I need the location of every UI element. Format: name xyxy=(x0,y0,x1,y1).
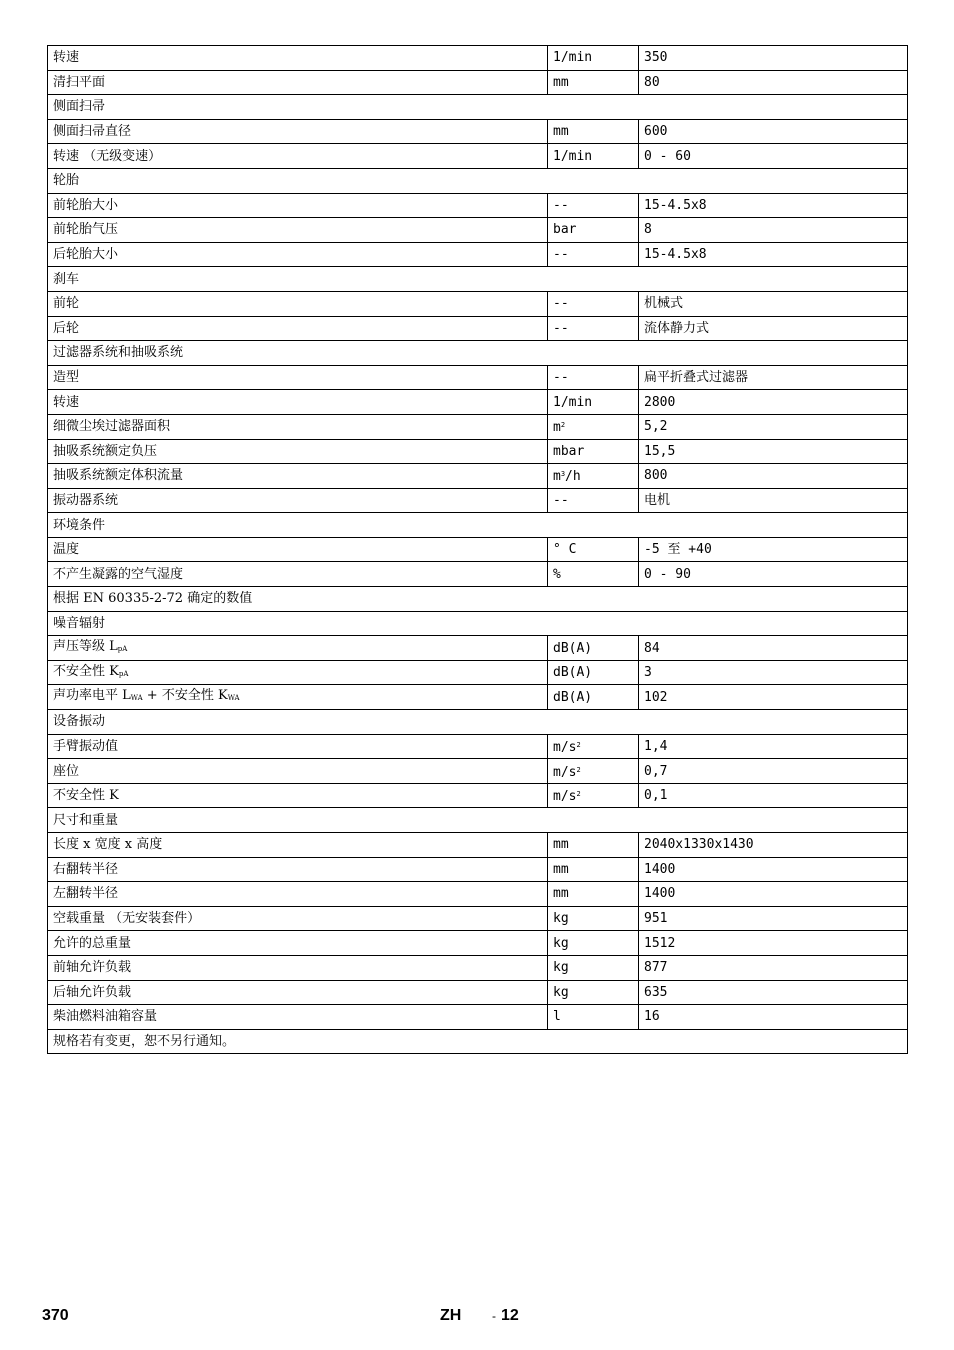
spec-value: 15,5 xyxy=(639,439,908,464)
spec-label-cell xyxy=(48,1005,548,1030)
spec-label-cell xyxy=(48,955,548,980)
spec-label: 左翻转半径 xyxy=(53,886,119,902)
spec-unit-cell xyxy=(548,464,639,489)
table-row xyxy=(48,759,908,784)
spec-unit-cell xyxy=(548,291,639,316)
spec-label-cell xyxy=(48,833,548,858)
spec-label-cell xyxy=(48,193,548,218)
spec-label: 长度 x 宽度 x 高度 xyxy=(53,837,163,853)
spec-label: 前轴允许负载 xyxy=(53,960,132,976)
table-row xyxy=(48,316,908,341)
spec-label: 转速 xyxy=(53,394,80,410)
spec-unit: dB(A) xyxy=(553,640,593,656)
spec-label-cell xyxy=(48,316,548,341)
spec-value: 350 xyxy=(639,46,908,71)
table-section-row xyxy=(48,710,908,735)
spec-value: 951 xyxy=(639,906,908,931)
spec-unit: -- xyxy=(553,492,569,508)
spec-unit: 1/min xyxy=(553,148,593,164)
table-row xyxy=(48,734,908,759)
spec-value: 0 - 90 xyxy=(639,562,908,587)
spec-unit-cell xyxy=(548,144,639,169)
spec-label-subscript: pA xyxy=(117,645,128,654)
table-row xyxy=(48,365,908,390)
spec-unit-cell xyxy=(548,242,639,267)
spec-label-cell xyxy=(48,857,548,882)
table-section-row xyxy=(48,611,908,636)
table-row xyxy=(48,537,908,562)
spec-unit: mm xyxy=(553,861,569,877)
section-heading: 过滤器系统和抽吸系统 xyxy=(48,341,908,366)
spec-label: 不安全性 K xyxy=(53,788,119,804)
spec-unit-cell xyxy=(548,365,639,390)
table-row xyxy=(48,414,908,439)
spec-unit: m xyxy=(553,469,561,485)
spec-unit: -- xyxy=(553,320,569,336)
spec-label-cell xyxy=(48,906,548,931)
table-row xyxy=(48,242,908,267)
spec-value: 流体静力式 xyxy=(639,316,908,341)
table-section-row xyxy=(48,1029,908,1054)
spec-value: 84 xyxy=(639,636,908,661)
spec-label-cell xyxy=(48,931,548,956)
spec-label-cell xyxy=(48,562,548,587)
spec-label-cell xyxy=(48,685,548,710)
table-row xyxy=(48,291,908,316)
spec-value: 635 xyxy=(639,980,908,1005)
table-row xyxy=(48,488,908,513)
spec-label-subscript: WA xyxy=(130,694,143,703)
spec-label: 不产生凝露的空气湿度 xyxy=(53,566,184,582)
spec-label: 前轮胎气压 xyxy=(53,222,119,238)
spec-unit-cell xyxy=(548,685,639,710)
table-section-row xyxy=(48,808,908,833)
spec-unit-cell xyxy=(548,414,639,439)
spec-unit-cell xyxy=(548,882,639,907)
spec-value: 2040x1330x1430 xyxy=(639,833,908,858)
table-row xyxy=(48,636,908,661)
spec-unit: -- xyxy=(553,197,569,213)
table-section-row xyxy=(48,267,908,292)
table-row xyxy=(48,1005,908,1030)
spec-label-cell xyxy=(48,464,548,489)
spec-value: 3 xyxy=(639,660,908,685)
table-row xyxy=(48,70,908,95)
sub-page-value: 12 xyxy=(501,1307,519,1324)
spec-label: 柴油燃料油箱容量 xyxy=(53,1009,158,1025)
spec-label-cell xyxy=(48,291,548,316)
spec-unit: kg xyxy=(553,911,569,927)
table-section-row xyxy=(48,341,908,366)
spec-unit: bar xyxy=(553,222,577,238)
spec-label: 声压等级 L xyxy=(53,639,118,655)
table-row xyxy=(48,218,908,243)
spec-label-subscript: WA xyxy=(227,694,240,703)
table-row xyxy=(48,390,908,415)
sub-page-number xyxy=(492,1307,519,1325)
spec-unit: m/s xyxy=(553,764,577,780)
spec-unit: -- xyxy=(553,296,569,312)
spec-value: -5 至 +40 xyxy=(639,537,908,562)
table-row xyxy=(48,906,908,931)
spec-value: 1,4 xyxy=(639,734,908,759)
spec-label-cell xyxy=(48,414,548,439)
spec-unit: m/s xyxy=(553,789,577,805)
table-row xyxy=(48,660,908,685)
spec-unit-cell xyxy=(548,955,639,980)
spec-value: 102 xyxy=(639,685,908,710)
spec-label: 振动器系统 xyxy=(53,492,119,508)
spec-unit-cell xyxy=(548,316,639,341)
section-heading: 噪音辐射 xyxy=(48,611,908,636)
spec-label-cell xyxy=(48,759,548,784)
spec-unit-continued: /h xyxy=(565,469,581,485)
spec-unit: 1/min xyxy=(553,394,593,410)
table-row xyxy=(48,833,908,858)
spec-label-cell xyxy=(48,783,548,808)
spec-value: 5,2 xyxy=(639,414,908,439)
spec-unit: 1/min xyxy=(553,50,593,66)
spec-unit-cell xyxy=(548,488,639,513)
spec-unit-cell xyxy=(548,537,639,562)
spec-unit: kg xyxy=(553,935,569,951)
spec-value: 电机 xyxy=(639,488,908,513)
table-row xyxy=(48,783,908,808)
spec-unit-cell xyxy=(548,636,639,661)
spec-label: 允许的总重量 xyxy=(53,935,132,951)
spec-label: 前轮 xyxy=(53,296,80,312)
spec-label-cell xyxy=(48,882,548,907)
spec-unit: -- xyxy=(553,247,569,263)
spec-unit-superscript: 2 xyxy=(560,421,566,430)
sub-page-dash: - xyxy=(492,1309,496,1323)
language-code: ZH xyxy=(440,1307,462,1324)
table-row xyxy=(48,980,908,1005)
spec-unit: % xyxy=(553,566,561,582)
spec-label: 不安全性 K xyxy=(53,663,119,679)
table-section-row xyxy=(48,95,908,120)
spec-label-cell xyxy=(48,980,548,1005)
spec-unit-cell xyxy=(548,119,639,144)
spec-label: 细微尘埃过滤器面积 xyxy=(53,419,171,435)
spec-value: 15-4.5x8 xyxy=(639,193,908,218)
spec-label-continued: + 不安全性 K xyxy=(142,688,228,704)
spec-unit: ° C xyxy=(553,542,577,558)
spec-value: 扁平折叠式过滤器 xyxy=(639,365,908,390)
spec-unit-cell xyxy=(548,734,639,759)
spec-unit-cell xyxy=(548,390,639,415)
spec-unit-cell xyxy=(548,1005,639,1030)
spec-label: 抽吸系统额定体积流量 xyxy=(53,468,184,484)
spec-label: 温度 xyxy=(53,542,80,558)
spec-unit: mbar xyxy=(553,443,585,459)
spec-value: 600 xyxy=(639,119,908,144)
section-heading: 轮胎 xyxy=(48,168,908,193)
spec-unit-cell xyxy=(548,857,639,882)
spec-label-subscript: pA xyxy=(118,669,129,678)
section-heading: 环境条件 xyxy=(48,513,908,538)
spec-unit: mm xyxy=(553,124,569,140)
spec-value: 0,7 xyxy=(639,759,908,784)
spec-unit-cell xyxy=(548,833,639,858)
spec-unit-cell xyxy=(548,660,639,685)
spec-unit-superscript: 2 xyxy=(576,740,581,749)
spec-label: 转速 （无级变速） xyxy=(53,148,162,164)
spec-unit: dB(A) xyxy=(553,665,593,681)
spec-value: 机械式 xyxy=(639,291,908,316)
section-heading: 刹车 xyxy=(48,267,908,292)
specifications-table xyxy=(47,45,908,1054)
spec-label: 手臂振动值 xyxy=(53,738,119,754)
spec-unit: -- xyxy=(553,370,569,386)
spec-unit-cell xyxy=(548,218,639,243)
spec-unit-cell xyxy=(548,562,639,587)
spec-label: 后轴允许负载 xyxy=(53,984,132,1000)
spec-value: 80 xyxy=(639,70,908,95)
table-row xyxy=(48,562,908,587)
spec-label-cell xyxy=(48,636,548,661)
spec-unit-cell xyxy=(548,46,639,71)
spec-label-cell xyxy=(48,70,548,95)
spec-label-cell xyxy=(48,734,548,759)
spec-label-cell xyxy=(48,242,548,267)
spec-value: 0 - 60 xyxy=(639,144,908,169)
spec-unit-cell xyxy=(548,931,639,956)
spec-label-cell xyxy=(48,365,548,390)
table-row xyxy=(48,46,908,71)
spec-label-cell xyxy=(48,119,548,144)
spec-unit: mm xyxy=(553,837,569,853)
spec-value: 16 xyxy=(639,1005,908,1030)
spec-label-cell xyxy=(48,46,548,71)
spec-label: 抽吸系统额定负压 xyxy=(53,443,158,459)
table-row xyxy=(48,931,908,956)
spec-value: 800 xyxy=(639,464,908,489)
spec-unit: mm xyxy=(553,886,569,902)
spec-unit-superscript: 2 xyxy=(576,765,581,774)
spec-unit: l xyxy=(553,1009,561,1025)
spec-value: 1400 xyxy=(639,882,908,907)
spec-unit: kg xyxy=(553,960,569,976)
spec-value: 2800 xyxy=(639,390,908,415)
spec-label-cell xyxy=(48,439,548,464)
section-heading: 根据 EN 60335-2-72 确定的数值 xyxy=(48,587,908,612)
section-heading: 尺寸和重量 xyxy=(48,808,908,833)
section-heading: 侧面扫帚 xyxy=(48,95,908,120)
specifications-table-body xyxy=(48,46,908,1054)
spec-unit: m/s xyxy=(553,739,577,755)
spec-label-cell xyxy=(48,390,548,415)
spec-label-cell xyxy=(48,488,548,513)
section-heading: 规格若有变更，恕不另行通知。 xyxy=(48,1029,908,1054)
table-row xyxy=(48,144,908,169)
spec-unit: mm xyxy=(553,74,569,90)
spec-unit-cell xyxy=(548,70,639,95)
spec-unit-cell xyxy=(548,759,639,784)
spec-label: 后轮胎大小 xyxy=(53,247,119,263)
table-row xyxy=(48,193,908,218)
table-section-row xyxy=(48,513,908,538)
spec-unit: dB(A) xyxy=(553,689,593,705)
spec-label-cell xyxy=(48,660,548,685)
spec-unit-cell xyxy=(548,906,639,931)
spec-label: 前轮胎大小 xyxy=(53,197,119,213)
table-row xyxy=(48,882,908,907)
spec-value: 15-4.5x8 xyxy=(639,242,908,267)
spec-unit: kg xyxy=(553,984,569,1000)
spec-label: 座位 xyxy=(53,763,80,779)
spec-label: 侧面扫帚直径 xyxy=(53,124,132,140)
table-row xyxy=(48,119,908,144)
page-number: 370 xyxy=(42,1307,69,1324)
spec-label-cell xyxy=(48,537,548,562)
table-row xyxy=(48,955,908,980)
spec-label: 声功率电平 L xyxy=(53,688,131,704)
spec-label-cell xyxy=(48,144,548,169)
spec-value: 1400 xyxy=(639,857,908,882)
spec-label: 后轮 xyxy=(53,320,80,336)
spec-unit-superscript: 2 xyxy=(576,790,581,799)
table-row xyxy=(48,439,908,464)
spec-value: 1512 xyxy=(639,931,908,956)
table-row xyxy=(48,857,908,882)
spec-label: 空载重量 （无安装套件） xyxy=(53,911,201,927)
section-heading: 设备振动 xyxy=(48,710,908,735)
table-section-row xyxy=(48,168,908,193)
table-row xyxy=(48,685,908,710)
spec-unit-superscript: 3 xyxy=(560,470,566,479)
spec-label: 右翻转半径 xyxy=(53,861,119,877)
spec-value: 877 xyxy=(639,955,908,980)
spec-value: 0,1 xyxy=(639,783,908,808)
spec-label: 转速 xyxy=(53,50,80,66)
spec-unit-cell xyxy=(548,439,639,464)
table-row xyxy=(48,464,908,489)
spec-label: 造型 xyxy=(53,370,80,386)
spec-unit-cell xyxy=(548,980,639,1005)
spec-unit-cell xyxy=(548,193,639,218)
table-section-row xyxy=(48,587,908,612)
spec-unit: m xyxy=(553,420,561,436)
spec-unit-cell xyxy=(548,783,639,808)
spec-label-cell xyxy=(48,218,548,243)
spec-value: 8 xyxy=(639,218,908,243)
spec-label: 清扫平面 xyxy=(53,74,106,90)
